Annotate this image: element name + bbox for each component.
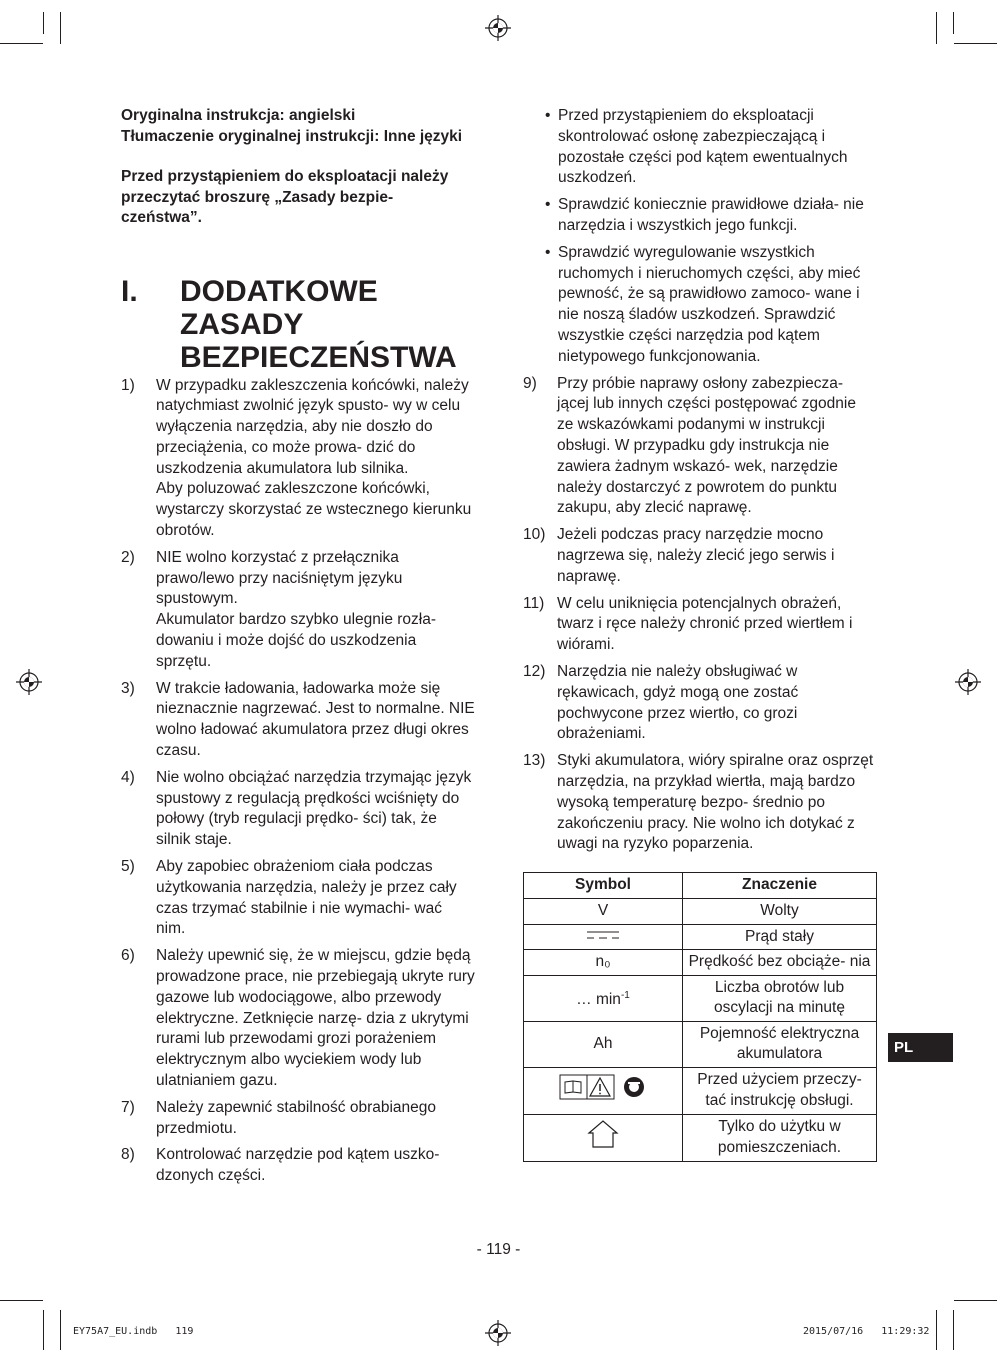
crop-mark bbox=[43, 1310, 44, 1350]
registration-mark-icon bbox=[16, 669, 42, 695]
meaning-cell: Tylko do użytku w pomieszczeniach. bbox=[683, 1114, 877, 1161]
table-row bbox=[524, 975, 877, 1021]
registration-mark-icon bbox=[485, 1320, 511, 1346]
slug-file-info: EY75A7_EU.indb 119 bbox=[73, 1326, 194, 1337]
bullet-item: • Sprawdzić wyregulowanie wszystkich ruchomych i nieruchomych części, aby mieć pewność, że są prawidłowo zamoco- wane i nie noszą śladów uszkodzeń. Sprawdzić wszystkie części narzędzia pod kątem nietypowego funkcjonowania. bbox=[545, 243, 861, 365]
table-row bbox=[524, 924, 877, 950]
crop-mark bbox=[954, 43, 997, 44]
symbol-cell: Ah bbox=[524, 1021, 683, 1067]
list-item: 7) Należy zapewnić stabilność obrabianego przedmiotu. bbox=[121, 1098, 437, 1137]
translation-note: Tłumaczenie oryginalnej instrukcji: Inne języki bbox=[121, 127, 463, 145]
right-column bbox=[523, 106, 876, 1162]
bullet-item: • Przed przystąpieniem do eksploatacji skontrolować osłonę zabezpieczającą i pozostałe części pod kątem ewentualnych uszkodzeń. bbox=[545, 107, 848, 187]
section-heading bbox=[121, 275, 475, 374]
crop-mark bbox=[936, 12, 937, 44]
table-row bbox=[524, 1021, 877, 1067]
list-item: 8) Kontrolować narzędzie pod kątem uszko- dzonych części. bbox=[121, 1146, 440, 1185]
symbol-cell: … $\min^{-1}$ bbox=[524, 975, 683, 1021]
slug-datetime: 2015/07/16 11:29:32 bbox=[803, 1326, 930, 1337]
list-item: 12) Narzędzia nie należy obsługiwać w rękawicach, gdyż mogą one zostać pochwycone przez wiertło, co grozi obrażeniami. bbox=[523, 662, 799, 743]
list-item: 1) W przypadku zakleszczenia końcówki, należy natychmiast zwolnić język spusto- wy w celu wyłączenia narzędzia, aby nie doszło do przeciążenia, co może prowa- dzić do uszkodzenia akumulatora lub silnika. Aby poluzować zakleszczone końcówki, wystarczy skorzystać ze wstecznego kierunku obrotów. bbox=[121, 376, 472, 540]
table-header-row bbox=[524, 873, 877, 899]
list-item: 13) Styki akumulatora, wióry spiralne oraz osprzęt narzędzia, na przykład wiertła, mają bardzo wysoką temperaturę bezpo- średnio po zakończeniu pracy. Nie wolno ich dotykać z uwagi na ryzyko poparzenia. bbox=[523, 752, 874, 853]
symbol-cell: V bbox=[524, 899, 683, 925]
meaning-cell: Wolty bbox=[683, 899, 877, 925]
crop-mark bbox=[936, 1310, 937, 1350]
original-instruction-note: Oryginalna instrukcja: angielski bbox=[121, 107, 356, 124]
list-item: 4) Nie wolno obciążać narzędzia trzymając język spustowy z regulacją prędkości wciśnięty do połowy (tryb regulacji prędko- ści) tak, że silnik staje. bbox=[121, 768, 472, 849]
read-brochure-warning: Przed przystąpieniem do eksploatacji należy przeczytać broszurę „Zasady bezpie- czeństwa”. bbox=[121, 168, 449, 226]
symbol-cell bbox=[524, 1067, 683, 1114]
crop-mark bbox=[953, 1310, 954, 1350]
language-tab: PL bbox=[888, 1033, 953, 1062]
meaning-cell: Pojemność elektryczna akumulatora bbox=[683, 1021, 877, 1067]
section-title: DODATKOWE ZASADY BEZPIECZEŃSTWA bbox=[180, 274, 457, 374]
meaning-cell: Przed użyciem przeczy- tać instrukcję obsługi. bbox=[683, 1067, 877, 1114]
symbol-table bbox=[523, 872, 877, 1162]
registration-mark-icon bbox=[955, 669, 981, 695]
list-item: 3) W trakcie ładowania, ładowarka może się nieznacznie nagrzewać. Jest to normalne. NIE wolno ładować akumulatora przez długi okres czasu. bbox=[121, 679, 475, 760]
crop-mark bbox=[954, 1300, 997, 1301]
bullet-item: • Sprawdzić koniecznie prawidłowe działa- nie narzędzia i wszystkich jego funkcji. bbox=[545, 196, 864, 234]
crop-mark bbox=[0, 43, 43, 44]
registration-mark-icon bbox=[485, 15, 511, 41]
crop-mark bbox=[953, 12, 954, 34]
table-row bbox=[524, 899, 877, 925]
indoor-use-house-icon bbox=[586, 1118, 620, 1150]
table-row bbox=[524, 1114, 877, 1161]
meaning-cell: Prędkość bez obciąże- nia bbox=[683, 950, 877, 976]
list-item: 2) NIE wolno korzystać z przełącznika prawo/lewo przy naciśniętym języku spustowym. Akumulator bardzo szybko ulegnie rozła- dowaniu i może dojść do uszkodzenia sprzętu. bbox=[121, 548, 436, 670]
list-item: 11) W celu uniknięcia potencjalnych obrażeń, twarz i ręce należy chronić przed wiertłem i wiórami. bbox=[523, 594, 853, 654]
section-number: I. bbox=[121, 274, 138, 308]
symbol-cell bbox=[524, 924, 683, 950]
list-item: 5) Aby zapobiec obrażeniom ciała podczas użytkowania narzędzia, należy je przez cały czas trzymać stabilnie i nie wymachi- wać nim. bbox=[121, 858, 457, 938]
direct-current-icon bbox=[585, 929, 621, 941]
meaning-cell: Prąd stały bbox=[683, 924, 877, 950]
list-item: 6) Należy upewnić się, że w miejscu, gdzie będą prowadzone prace, nie przebiegają ukryte rury gazowe lub wodociągowe, albo przewody elektryczne. Zetknięcie narzę- dzia z ukrytymi rurami lub przewodami grozi porażeniem elektrycznym albo wyciekiem wody lub ulatnianiem gazu. bbox=[121, 947, 475, 1089]
left-column bbox=[121, 106, 475, 1193]
crop-mark bbox=[43, 12, 44, 34]
page-number: - 119 - bbox=[476, 1241, 521, 1258]
meaning-cell: Liczba obrotów lub oscylacji na minutę bbox=[683, 975, 877, 1021]
symbol-cell: n₀ bbox=[524, 950, 683, 976]
read-manual-warning-icon bbox=[558, 1073, 648, 1101]
crop-mark bbox=[0, 1300, 43, 1301]
table-row bbox=[524, 1067, 877, 1114]
crop-mark bbox=[60, 12, 61, 44]
crop-mark bbox=[60, 1310, 61, 1350]
meaning-column-header: Znaczenie bbox=[683, 873, 877, 899]
list-item: 10) Jeżeli podczas pracy narzędzie mocno nagrzewa się, należy zlecić jego serwis i naprawę. bbox=[523, 526, 835, 585]
symbol-cell bbox=[524, 1114, 683, 1161]
symbol-column-header: Symbol bbox=[524, 873, 683, 899]
list-item: 9) Przy próbie naprawy osłony zabezpiecza- jącej lub innych części postępować zgodnie ze wskazówkami podanymi w instrukcji obsługi. W przypadku gdy instrukcja nie zawiera żadnym wskazó- wek, narzędzie należy dostarczyć z powrotem do punktu zakupu, aby zlecić naprawę. bbox=[523, 374, 856, 517]
table-row bbox=[524, 950, 877, 976]
